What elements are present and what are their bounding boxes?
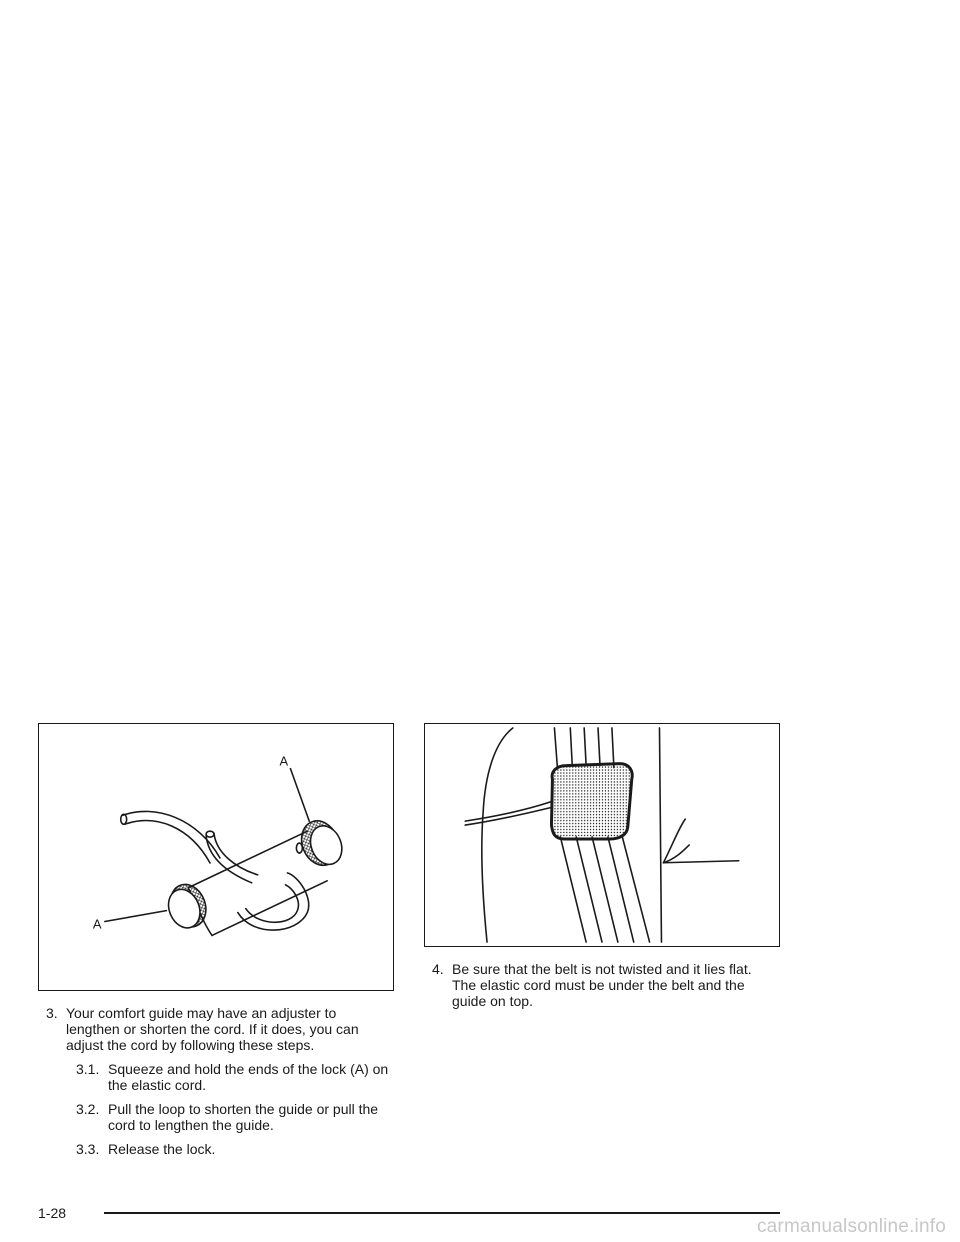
- substep-text: Squeeze and hold the ends of the lock (A) on the elastic cord.: [108, 1061, 389, 1093]
- watermark: carmanualsonline.info: [756, 1216, 946, 1237]
- step-3: [46, 1005, 391, 1053]
- substep-3-2: [46, 1101, 391, 1133]
- footer-rule: [104, 1212, 780, 1214]
- comfort-guide-belt-illustration: [424, 723, 780, 947]
- step-number: 3.: [46, 1005, 58, 1021]
- instructions-left-column: [46, 1005, 391, 1165]
- step-text: Your comfort guide may have an adjuster to lengthen or shorten the cord. If it does, you can adjust the cord by following these steps.: [66, 1005, 359, 1053]
- step-text: Be sure that the belt is not twisted and it lies flat. The elastic cord must be under the belt and the guide on top.: [452, 961, 752, 1009]
- callout-label-a-bottom: A: [92, 916, 102, 932]
- substep-text: Release the lock.: [108, 1141, 216, 1157]
- substep-number: 3.1.: [76, 1061, 100, 1077]
- substep-3-3: [46, 1141, 391, 1157]
- substep-text: Pull the loop to shorten the guide or pull the cord to lengthen the guide.: [108, 1101, 379, 1133]
- substep-number: 3.2.: [76, 1101, 100, 1117]
- step-4: [432, 961, 777, 1009]
- page-number: 1-28: [38, 1205, 67, 1221]
- cord-lock-illustration: [38, 723, 394, 991]
- callout-label-a-top: A: [279, 753, 289, 769]
- instructions-right-column: [432, 961, 777, 1017]
- step-number: 4.: [432, 961, 444, 977]
- substep-number: 3.3.: [76, 1141, 100, 1157]
- substep-3-1: [46, 1061, 391, 1093]
